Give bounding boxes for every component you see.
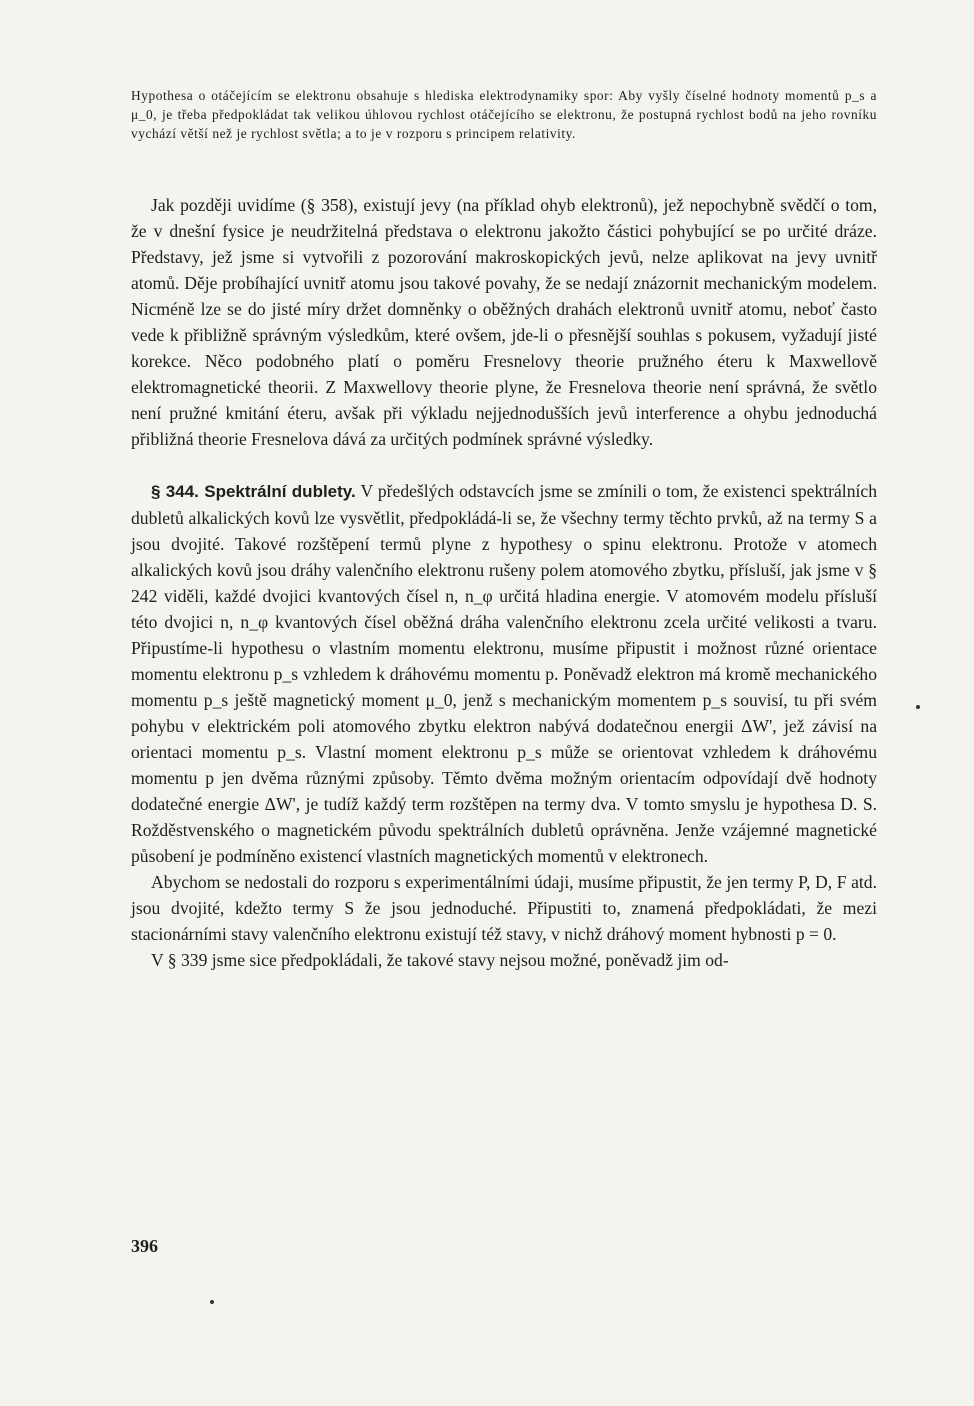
section-344-text: V předešlých odstavcích jsme se zmínili o tom, že existenci spektrálních dubletů alkalických kovů lze vysvětlit, předpokládá-li se, že všechny termy těchto prvků, až na termy S a jsou dvojité. Takové rozštěpení termů plyne z hypothesy o spinu elektronu. Protože v atomech alkalických kovů jsou dráhy valenčního elektronu rušeny polem atomového zbytku, přísluší, jak jsme v § 242 viděli, každé dvojici kvantových čísel n, n_φ určitá hladina energie. V atomovém modelu přísluší této dvojici n, n_φ kvantových čísel oběžná dráha valenčního elektronu zcela určité velikosti a tvaru. Připustíme-li hypothesu o vlastním momentu elektronu, musíme připustit i možnost různé orientace momentu elektronu p_s vzhledem k dráhovému momentu p. Poněvadž elektron má kromě mechanického momentu p_s ještě magnetický moment μ_0, jenž s mechanickým momentem p_s souvisí, tu při svém pohybu v elektrickém poli atomového zbytku elektron nabývá dodatečnou energii ΔW', jež závisí na orientaci momentu p_s. Vlastní moment elektronu p_s může se orientovat vzhledem k dráhovému momentu p jen dvěma různými způsoby. Těmto dvěma možným orientacím odpovídají dvě hodnoty dodatečné energie ΔW', je tudíž každý term rozštěpen na termy dva. V tomto smyslu je hypothesa D. S. Rožděstvenského o magnetickém původu spektrálních dubletů oprávněna. Jenže vzájemné magnetické působení je podmíněno existencí vlastních magnetických momentů v elektronech. (131, 481, 877, 866)
footnote: Hypothesa o otáčejícím se elektronu obsahuje s hlediska elektrodynamiky spor: Aby vyšly číselné hodnoty momentů p_s a μ_0, je třeba předpokládat tak velikou úhlovou rychlost otáčejícího se elektronu, že postupná rychlost bodů na jeho rovníku vychází větší než je rychlost světla; a to je v rozporu s principem relativity. (131, 88, 877, 141)
paragraph-1: Jak později uvidíme (§ 358), existují jevy (na příklad ohyb elektronů), jež nepochybně svědčí o tom, že v dnešní fysice je neudržitelná představa o elektronu jakožto částici pohybující se po určité dráze. Představy, jež jsme si vytvořili z pozorování makroskopických jevů, nelze aplikovat na jevy uvnitř atomů. Děje probíhající uvnitř atomu jsou takové povahy, že se nedají znázornit mechanickým modelem. Nicméně lze se do jisté míry držet domněnky o oběžných drahách elektronů uvnitř atomu, neboť často vede k přibližně správným výsledkům, které ovšem, jde-li o přesnější souhlas s pokusem, vyžadují jisté korekce. Něco podobného platí o poměru Fresnelovy theorie pružného éteru k Maxwellově elektromagnetické theorii. Z Maxwellovy theorie plyne, že Fresnelova theorie není správná, že světlo není pružné kmitání éteru, avšak při výkladu nejjednodušších jevů interference a ohybu jednoduchá přibližná theorie Fresnelova dává za určitých podmínek správné výsledky. (131, 195, 877, 449)
main-text (131, 192, 877, 973)
paragraph-section-344 (131, 478, 877, 869)
page-number: 396 (131, 1236, 158, 1256)
paragraph-4: V § 339 jsme sice předpokládali, že takové stavy nejsou možné, poněvadž jim od- (151, 950, 729, 970)
scan-speck (916, 705, 920, 709)
scan-speck (210, 1300, 214, 1304)
section-heading: § 344. Spektrální dublety. (151, 482, 356, 501)
paragraph-3: Abychom se nedostali do rozporu s experimentálními údaji, musíme připustit, že jen termy P, D, F atd. jsou dvojité, kdežto termy S že jsou jednoduché. Připustiti to, znamená předpokládati, že mezi stacionárními stavy valenčního elektronu existují též stavy, v nichž dráhový moment hybnosti p = 0. (131, 872, 877, 944)
